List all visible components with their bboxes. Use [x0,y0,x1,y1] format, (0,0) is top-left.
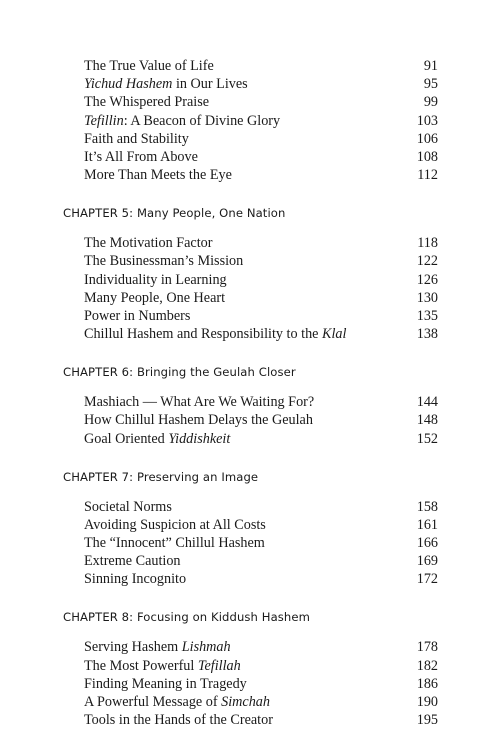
toc-entry-title-italic: Lishmah [181,639,231,656]
toc-entry-title [84,148,198,166]
toc-entry-title [84,234,212,252]
toc-entry-page-number: 190 [416,694,438,710]
toc-entry [84,552,438,570]
chapter-heading: CHAPTER 8: Focusing on Kiddush Hashem [63,610,311,625]
toc-entry [84,57,438,75]
toc-entry-title [84,289,225,307]
toc-entry [84,411,438,429]
toc-entry-title-italic: Simchah [221,694,270,710]
toc-entry-title-text: Sinning Incognito [84,571,187,588]
toc-entry-title [84,166,232,184]
toc-entry-page-number: 118 [417,235,438,252]
toc-entry-title [84,570,186,588]
toc-entry-title-text: A Powerful Message of [84,694,222,710]
toc-entry-title [84,711,273,729]
toc-entry-title-italic: Tefillin [84,112,124,129]
toc-entry-title-text: It’s All From Above [84,149,198,165]
toc-entry-title [84,657,241,675]
toc-entry-page-number: 106 [416,130,438,147]
toc-entry-title [84,271,227,289]
toc-entry-title-text: More Than Meets the Eye [84,167,232,184]
toc-entry-title [84,93,209,111]
toc-entry-title-text: Faith and Stability [84,130,189,147]
toc-entry-title-text: The Whispered Praise [84,94,210,111]
toc-entry [84,130,438,148]
toc-entry-title-text: Power in Numbers [84,308,191,324]
toc-entry [84,675,438,693]
chapter-heading: CHAPTER 6: Bringing the Geulah Closer [63,365,296,380]
toc-entry-title-text: How Chillul Hashem Delays the Geulah [84,412,313,429]
toc-entry-title-text: Avoiding Suspicion at All Costs [84,516,266,533]
toc-entry-title-text: Finding Meaning in Tragedy [84,675,247,692]
toc-entry-page-number: 161 [416,516,438,533]
toc-entry [84,271,438,289]
toc-entry-title [84,552,181,570]
toc-entry-title-text: The “Innocent” Chillul Hashem [84,535,265,551]
toc-entry-page-number: 144 [416,394,438,411]
toc-entry-page-number: 99 [423,94,438,111]
toc-entry-title-italic: Klal [322,326,347,343]
toc-entry-title-italic: Yichud Hashem [84,76,173,93]
toc-entry [84,498,438,516]
toc-entry-page-number: 148 [416,412,438,429]
toc-entry-title-text: The Motivation Factor [84,235,213,252]
toc-entry-title [84,393,314,411]
toc-entry-page-number: 178 [416,639,438,656]
toc-entry-page-number: 166 [416,535,438,551]
toc-entry [84,307,438,325]
toc-entry [84,325,438,343]
toc-entry-title-text: The True Value of Life [84,58,214,74]
toc-entry-title [84,75,248,93]
toc-entry-title [84,307,190,325]
toc-entry-title-text: Serving Hashem [84,639,182,656]
toc-entry-page-number: 172 [416,571,438,588]
toc-entry-title [84,252,243,270]
toc-entry-title-italic: Yiddishkeit [168,430,231,447]
toc-entry-page-number: 152 [416,430,438,447]
toc-entry-page-number: 130 [416,289,438,306]
toc-entry-title [84,498,172,516]
toc-entry-title-text: Chillul Hashem and Responsibility to the [84,326,323,343]
toc-entry-title [84,325,346,343]
toc-entry-title [84,430,230,448]
toc-entry-title-text: Societal Norms [84,498,172,515]
toc-entry [84,693,438,711]
toc-entry [84,166,438,184]
toc-entry-title-text: in Our Lives [172,76,248,93]
toc-entry-page-number: 135 [416,308,438,324]
toc-entry-title [84,638,231,656]
toc-entry [84,93,438,111]
chapter-heading: CHAPTER 7: Preserving an Image [63,469,259,484]
toc-entry-title-text: Goal Oriented [84,430,169,447]
toc-entry-title [84,534,265,552]
toc-entry-title-text: Mashiach — What Are We Waiting For? [84,394,315,411]
toc-entry [84,75,438,93]
toc-entry [84,289,438,307]
toc-entry-page-number: 103 [416,112,438,129]
toc-entry [84,393,438,411]
toc-entry-title [84,411,313,429]
toc-entry-page-number: 95 [423,76,438,93]
toc-entry-page-number: 126 [416,271,438,288]
toc-entry-title [84,57,214,75]
toc-entry-page-number: 182 [416,657,438,674]
toc-entry-page-number: 186 [416,675,438,692]
toc-entry-title [84,112,280,130]
toc-entry [84,112,438,130]
toc-entry [84,252,438,270]
toc-entry-title [84,675,247,693]
toc-entry [84,711,438,729]
toc-entry [84,534,438,552]
toc-entry-title-text: Extreme Caution [84,553,181,570]
toc-entry-title-text: Tools in the Hands of the Creator [84,712,273,729]
toc-entry [84,657,438,675]
toc-entry-page-number: 158 [416,498,438,515]
toc-entry-page-number: 112 [417,167,438,184]
toc-entry [84,234,438,252]
toc-entry-title-text: The Businessman’s Mission [84,253,244,270]
toc-entry-title-text: : A Beacon of Divine Glory [123,112,281,129]
toc-entry [84,638,438,656]
toc-entry-page-number: 138 [416,326,438,343]
toc-entry-page-number: 108 [416,149,438,165]
toc-entry-title-italic: Tefillah [197,657,241,674]
toc-entry-page-number: 195 [416,712,438,729]
toc-entry-title [84,516,266,534]
chapter-heading: CHAPTER 5: Many People, One Nation [63,206,286,221]
toc-entry-title [84,130,189,148]
toc-entry-title [84,693,270,711]
toc-entry-title-text: Individuality in Learning [84,271,227,288]
toc-entry-page-number: 122 [416,253,438,270]
toc-entry-title-text: The Most Powerful [84,657,198,674]
toc-entry-page-number: 169 [416,553,438,570]
toc-entry [84,570,438,588]
toc-entry [84,148,438,166]
toc-entry [84,516,438,534]
toc-entry-page-number: 91 [423,58,438,74]
toc-entry-title-text: Many People, One Heart [84,289,226,306]
toc-entry [84,430,438,448]
